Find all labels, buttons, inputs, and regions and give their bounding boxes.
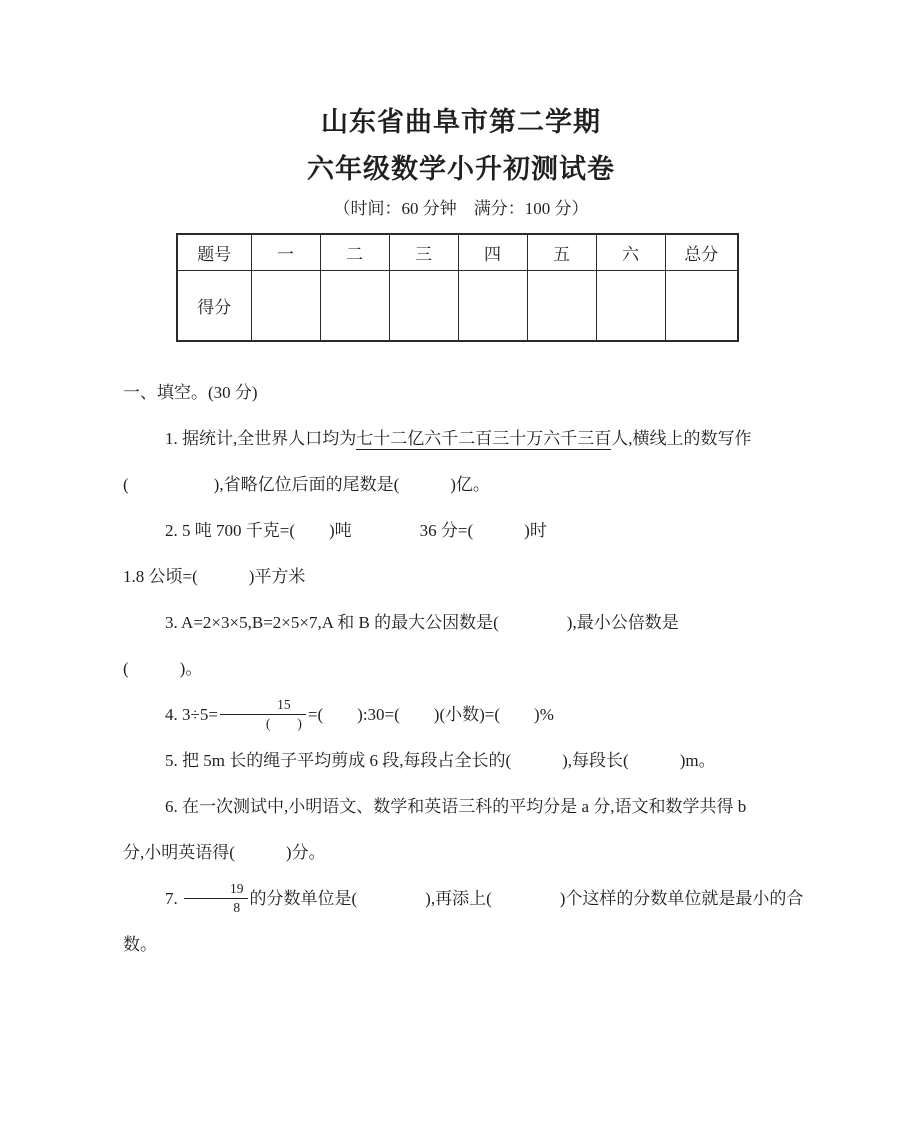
header-cell-section-2: 二 xyxy=(320,234,389,271)
score-cell-section-1 xyxy=(251,271,320,342)
score-table-score-row xyxy=(177,271,738,342)
q7-text-post: 的分数单位是( ),再添上( )个这样的分数单位就是最小的合 xyxy=(249,889,804,908)
header-cell-total: 总分 xyxy=(665,234,738,271)
score-cell-total xyxy=(665,271,738,342)
q7-text-pre: 7. xyxy=(165,889,182,908)
question-2-line-2: 1.8 公顷=( )平方米 xyxy=(123,567,306,586)
question-1-line-1 xyxy=(123,416,799,462)
question-2-line-1: 2. 5 吨 700 千克=( )吨 36 分=( )时 xyxy=(165,521,547,540)
q7-fraction-denominator: 8 xyxy=(233,899,241,915)
score-cell-section-4 xyxy=(458,271,527,342)
page-title-line2: 六年级数学小升初测试卷 xyxy=(307,154,615,184)
q4-text-pre: 4. 3÷5= xyxy=(165,705,218,724)
q1-underlined-number-words: 七十二亿六千二百三十万六千三百 xyxy=(356,429,612,448)
header-cell-question-number: 题号 xyxy=(177,234,251,271)
score-cell-section-5 xyxy=(527,271,596,342)
score-table xyxy=(176,233,739,342)
q1-text-post: 人,横线上的数写作 xyxy=(611,429,752,448)
header-cell-section-5: 五 xyxy=(527,234,596,271)
question-4-line xyxy=(123,692,799,738)
q1-text-pre: 1. 据统计,全世界人口均为 xyxy=(165,429,357,448)
question-1-line-2: ( ),省略亿位后面的尾数是( )亿。 xyxy=(123,475,490,494)
q4-fraction-numerator: 15 xyxy=(220,697,306,715)
score-cell-section-3 xyxy=(389,271,458,342)
section-one-heading: 一、填空。(30 分) xyxy=(123,383,258,402)
exam-time-and-score-info: （时间：60 分钟 满分：100 分） xyxy=(333,199,589,218)
q4-fraction-denominator: ( ) xyxy=(265,715,302,731)
q4-text-post: =( ):30=( )(小数)=( )% xyxy=(307,705,554,724)
section-one-fill-in-blanks xyxy=(123,370,804,968)
score-row-label: 得分 xyxy=(177,271,251,342)
score-table-header-row xyxy=(177,234,738,271)
score-cell-section-2 xyxy=(320,271,389,342)
question-3-line-1: 3. A=2×3×5,B=2×5×7,A 和 B 的最大公因数是( ),最小公倍数是 xyxy=(165,613,679,632)
q4-fraction xyxy=(220,697,306,732)
header-cell-section-1: 一 xyxy=(251,234,320,271)
question-7-line-1 xyxy=(123,876,804,922)
score-cell-section-6 xyxy=(596,271,665,342)
question-3-line-2: ( )。 xyxy=(123,659,203,678)
page-title-line1: 山东省曲阜市第二学期 xyxy=(321,107,601,137)
header-cell-section-6: 六 xyxy=(596,234,665,271)
question-6-line-1: 6. 在一次测试中,小明语文、数学和英语三科的平均分是 a 分,语文和数学共得 b xyxy=(165,797,747,816)
question-5-line: 5. 把 5m 长的绳子平均剪成 6 段,每段占全长的( ),每段长( )m。 xyxy=(165,751,716,770)
question-6-line-2: 分,小明英语得( )分。 xyxy=(123,843,326,862)
header-cell-section-3: 三 xyxy=(389,234,458,271)
q7-fraction xyxy=(184,881,248,916)
q7-fraction-numerator: 19 xyxy=(184,881,248,899)
question-7-line-2: 数。 xyxy=(123,935,157,954)
header-cell-section-4: 四 xyxy=(458,234,527,271)
